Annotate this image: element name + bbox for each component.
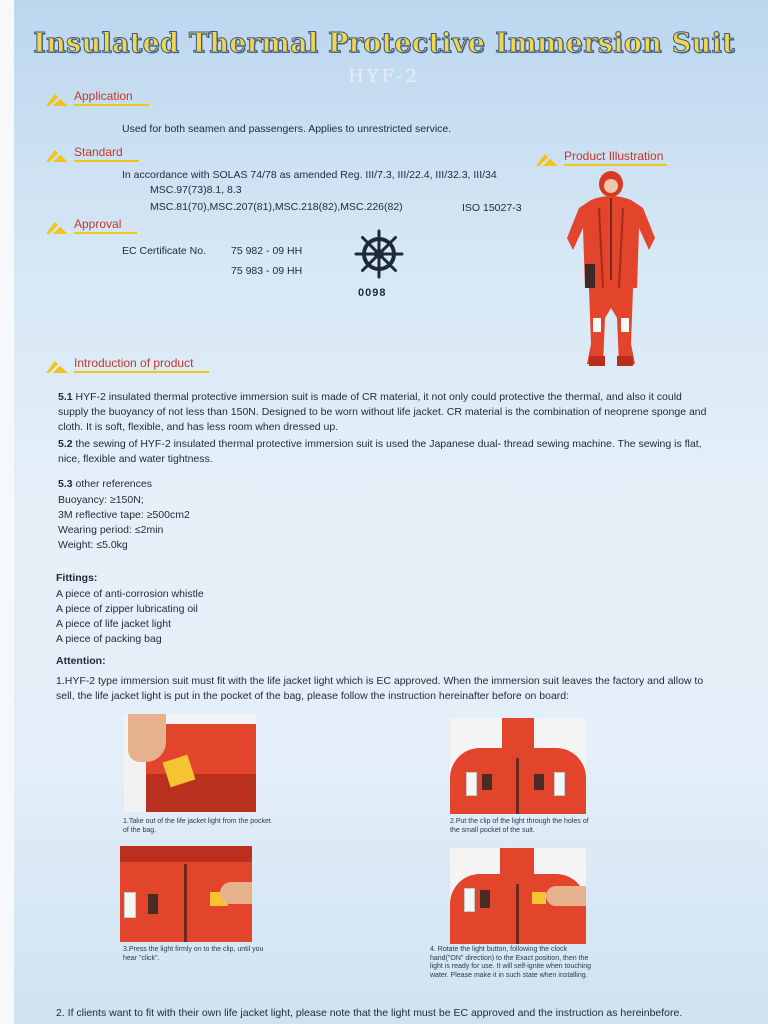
approval-cert-2: 75 983 - 09 HH: [231, 265, 303, 277]
section-approval-label: Approval: [74, 217, 137, 234]
reference-item: Weight: ≤5.0kg: [58, 539, 128, 551]
standard-line-3: MSC.81(70),MSC.207(81),MSC.218(82),MSC.226(82): [150, 201, 403, 213]
paragraph-text: the sewing of HYF-2 insulated thermal protective immersion suit is used the Japanese dual- thread sewing machine. The sewing is flat, nice, flexible and water tightness.: [58, 438, 702, 465]
reference-item: 3M reflective tape: ≥500cm2: [58, 509, 190, 521]
section-marker-icon: [536, 154, 558, 166]
step-3-caption: 3.Press the light firmly on to the clip, until you hear "click".: [123, 946, 264, 962]
attention-paragraph-2: 2. If clients want to fit with their own life jacket light, please note that the light must be EC approved and the instruction as hereinbefore.: [56, 1007, 683, 1019]
step-4-photo: [450, 848, 586, 944]
standard-iso: ISO 15027-3: [462, 202, 522, 214]
attention-paragraph-1: 1.HYF-2 type immersion suit must fit with the life jacket light which is EC approved. When the immersion suit leaves the factory and allow to sell, the life jacket light is put in the pocket of the bag, please follow the instruction hereinafter before on board:: [56, 675, 704, 702]
model-number: HYF-2: [348, 66, 420, 87]
fitting-item: A piece of anti-corrosion whistle: [56, 588, 204, 600]
step-2-caption: 2.Put the clip of the light through the holes of the small pocket of the suit.: [450, 818, 589, 834]
section-standard: [46, 144, 139, 162]
section-introduction: [46, 355, 209, 373]
paragraph-number: 5.1: [58, 391, 73, 403]
attention-title: Attention:: [56, 655, 106, 667]
step-3-photo: [120, 846, 252, 942]
fitting-item: A piece of zipper lubricating oil: [56, 603, 198, 615]
section-marker-icon: [46, 222, 68, 234]
intro-paragraph-5-2: [58, 437, 714, 467]
standard-line-2: MSC.97(73)8.1, 8.3: [150, 184, 242, 196]
step-1-caption: 1.Take out of the life jacket light from the pocket of the bag.: [123, 818, 271, 834]
section-marker-icon: [46, 150, 68, 162]
application-text: Used for both seamen and passengers. Applies to unrestricted service.: [122, 123, 452, 135]
section-application-label: Application: [74, 89, 149, 106]
section-approval: [46, 216, 137, 234]
reference-item: Buoyancy: ≥150N;: [58, 494, 144, 506]
section-illustration-label: Product Illustration: [564, 149, 667, 166]
section-illustration: [536, 148, 667, 166]
paragraph-number: 5.2: [58, 438, 73, 450]
step-2-photo: [450, 718, 586, 814]
intro-paragraph-5-1: [58, 390, 714, 435]
page-edge: [0, 0, 14, 1024]
approval-cert-label: EC Certificate No.: [122, 245, 207, 257]
fittings-title: Fittings:: [56, 572, 98, 584]
paragraph-number: 5.3: [58, 478, 73, 490]
approval-cert-1: 75 982 - 09 HH: [231, 245, 303, 257]
section-standard-label: Standard: [74, 145, 139, 162]
document-title: Insulated Thermal Protective Immersion Suit: [33, 28, 735, 59]
section-application: [46, 88, 149, 106]
paragraph-title: other references: [75, 478, 152, 490]
fitting-item: A piece of packing bag: [56, 633, 162, 645]
paragraph-text: HYF-2 insulated thermal protective immersion suit is made of CR material, it not only could protective the thermal, and also it could supply the buoyancy of not less than 150N. Designed to be worn without life jacket. CR material is the combination of neoprene sponge and cloth. It is soft, flexible, and has less room when dressed up.: [58, 391, 707, 433]
mark-number: 0098: [358, 287, 387, 299]
step-1-photo: [124, 714, 256, 812]
section-marker-icon: [46, 94, 68, 106]
standard-line-1: In accordance with SOLAS 74/78 as amended Reg. III/7.3, III/22.4, III/32.3, III/34: [122, 169, 497, 181]
section-introduction-label: Introduction of product: [74, 356, 209, 373]
section-marker-icon: [46, 361, 68, 373]
reference-item: Wearing period: ≤2min: [58, 524, 164, 536]
fitting-item: A piece of life jacket light: [56, 618, 171, 630]
step-4-caption: 4. Rotate the light button, following the clock hand("ON" direction) to the Exact position, then the light is ready for use. It will self-ignite when touching water. Please make it in such state when installing.: [430, 946, 592, 979]
immersion-suit-illustration: [563, 168, 659, 378]
other-references-heading: [58, 477, 152, 492]
ship-wheel-mark-icon: [354, 229, 404, 279]
